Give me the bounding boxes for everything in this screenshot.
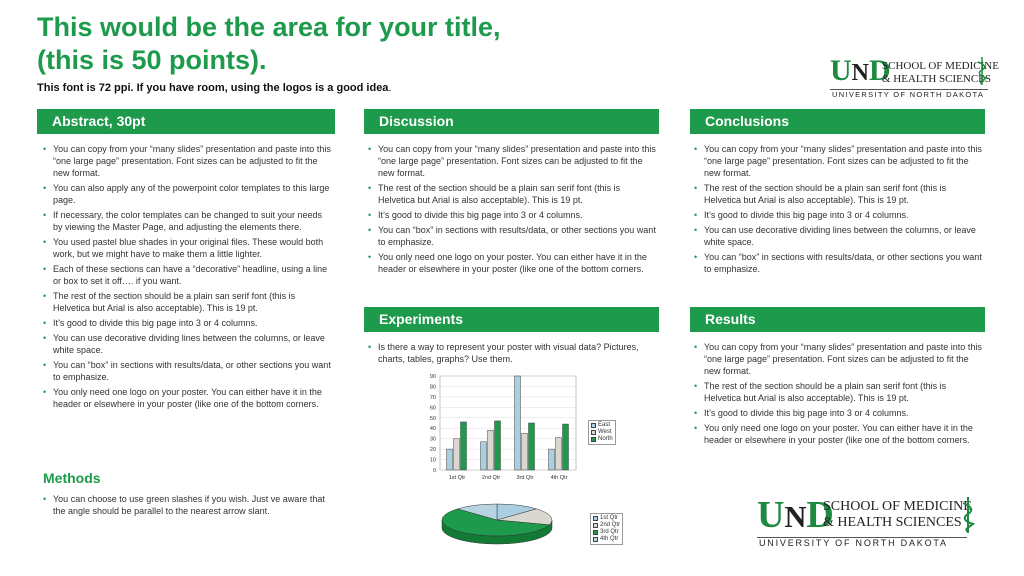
results-bullet: • You can copy from your “many slides” presentation and paste into this “one large page” presentation. Font sizes can be adjusted to fit the new format. (694, 341, 984, 377)
discussion-bullet: • You only need one logo on your poster. You can either have it in the header or elsewhere in your poster (like one of the bottom corners. (368, 251, 658, 275)
experiments-heading: Experiments (364, 307, 659, 332)
results-bullet: • You only need one logo on your poster. You can either have it in the header or elsewhere in your poster (like one of the bottom corners. (694, 422, 984, 446)
legend-item (591, 429, 613, 436)
legend-swatch (593, 537, 598, 542)
legend-swatch (593, 530, 598, 535)
bar-north-4 (563, 424, 569, 470)
y-tick-label: 30 (429, 436, 436, 443)
legend-label: 4th Qtr (600, 536, 619, 542)
university-name: UNIVERSITY OF NORTH DAKOTA (832, 90, 985, 99)
abstract-bullet: • You used pastel blue shades in your original files. These would both work, but we might have to make them a little lighter. (43, 236, 333, 260)
methods-list (43, 493, 333, 520)
results-list (694, 341, 984, 449)
abstract-bullet: • The rest of the section should be a plain san serif font (this is Helvetica but Arial is also acceptable). This is 19 pt. (43, 290, 333, 314)
abstract-bullet: • You can “box” in sections with results/data, or other sections you want to emphasize. (43, 359, 333, 383)
results-bullet: • The rest of the section should be a plain san serif font (this is Helvetica but Arial is also acceptable). This is 19 pt. (694, 380, 984, 404)
methods-bullet: • You can choose to use green slashes if you wish. Just ve aware that the angle should be parallel to the nearest arrow slant. (43, 493, 333, 517)
bar-east-4 (549, 449, 555, 470)
school-name-line-2: & HEALTH SCIENCES (882, 73, 991, 85)
legend-swatch (593, 523, 598, 528)
legend-item (591, 422, 613, 429)
legend-swatch (591, 437, 596, 442)
bar-east-3 (515, 376, 521, 470)
pie-chart (440, 500, 610, 560)
x-tick-label: 4th Qtr (550, 475, 568, 481)
subtitle-period: . (388, 82, 392, 94)
legend-swatch (591, 430, 596, 435)
experiments-bullet: • Is there a way to represent your poster with visual data? Pictures, charts, tables, graphs? Use them. (368, 341, 658, 365)
y-tick-label: 80 (429, 384, 436, 391)
x-tick-label: 2nd Qtr (481, 475, 501, 481)
conclusions-heading: Conclusions (690, 109, 985, 134)
abstract-bullet: • Each of these sections can have a “decorative” headline, using a line or box to set it off…. if you want. (43, 263, 333, 287)
y-tick-label: 40 (429, 426, 436, 433)
bar-north-2 (495, 421, 501, 470)
discussion-bullet: • It’s good to divide this big page into 3 or 4 columns. (368, 209, 658, 221)
bar-north-1 (461, 422, 467, 470)
abstract-bullet: • You can also apply any of the powerpoint color templates to this large page. (43, 182, 333, 206)
discussion-bullet: • You can copy from your “many slides” presentation and paste into this “one large page” presentation. Font sizes can be adjusted to fit the new format. (368, 143, 658, 179)
poster-title (37, 11, 557, 77)
legend-item (593, 536, 620, 543)
legend-item (593, 529, 620, 536)
results-bullet: • It’s good to divide this big page into 3 or 4 columns. (694, 407, 984, 419)
abstract-bullet: • You only need one logo on your poster. You can either have it in the header or elsewhere in your poster (like one of the bottom corners. (43, 386, 333, 410)
university-name-bottom: UNIVERSITY OF NORTH DAKOTA (759, 538, 948, 548)
bar-east-1 (447, 449, 453, 470)
discussion-list (368, 143, 658, 278)
und-logo-top (830, 54, 999, 100)
conclusions-bullet: • It’s good to divide this big page into 3 or 4 columns. (694, 209, 984, 221)
discussion-heading: Discussion (364, 109, 659, 134)
bar-north-3 (529, 423, 535, 470)
methods-heading: Methods (43, 470, 101, 486)
legend-label: East (598, 422, 611, 428)
abstract-bullet: • You can copy from your “many slides” presentation and paste into this “one large page” presentation. Font sizes can be adjusted to fit the new format. (43, 143, 333, 179)
conclusions-bullet: • You can “box” in sections with results/data, or other sections you want to emphasize. (694, 251, 984, 275)
discussion-bullet: • The rest of the section should be a plain san serif font (this is Helvetica but Arial is also acceptable). This is 19 pt. (368, 182, 658, 206)
conclusions-bullet: • You can use decorative dividing lines between the columns, or leave white space. (694, 224, 984, 248)
y-tick-label: 50 (429, 415, 436, 422)
bar-west-1 (454, 439, 460, 470)
abstract-bullet: • You can use decorative dividing lines between the columns, or leave white space. (43, 332, 333, 356)
und-logo-bottom (757, 496, 977, 548)
conclusions-bullet: • The rest of the section should be a plain san serif font (this is Helvetica but Arial is also acceptable). This is 19 pt. (694, 182, 984, 206)
legend-label: West (598, 429, 612, 435)
experiments-list (368, 341, 658, 368)
und-lettermark: UND (830, 54, 891, 87)
poster-subtitle (37, 82, 392, 94)
legend-label: 3rd Qtr (600, 529, 619, 535)
school-name-line-1: SCHOOL OF MEDICINE (882, 60, 999, 72)
bar-west-4 (556, 438, 562, 470)
y-tick-label: 10 (429, 457, 436, 464)
caduceus-icon (976, 56, 988, 86)
und-lettermark-bottom: UND (757, 494, 834, 536)
legend-item (593, 522, 620, 529)
title-line-2: (this is 50 points). (37, 45, 267, 75)
abstract-heading: Abstract, 30pt (37, 109, 335, 134)
x-tick-label: 1st Qtr (448, 475, 466, 481)
abstract-bullet: • If necessary, the color templates can be changed to suit your needs by viewing the Master Page, and adjusting the elements there. (43, 209, 333, 233)
title-line-1: This would be the area for your title, (37, 12, 501, 42)
legend-swatch (591, 423, 596, 428)
pie-chart-legend (590, 513, 623, 545)
y-tick-label: 70 (429, 394, 436, 401)
conclusions-bullet: • You can copy from your “many slides” presentation and paste into this “one large page” presentation. Font sizes can be adjusted to fit the new format. (694, 143, 984, 179)
discussion-bullet: • You can “box” in sections with results/data, or other sections you want to emphasize. (368, 224, 658, 248)
abstract-bullet: • It’s good to divide this big page into 3 or 4 columns. (43, 317, 333, 329)
bar-west-3 (522, 433, 528, 470)
school-name-bottom-line-1: SCHOOL OF MEDICINE (823, 499, 972, 514)
subtitle-text: This font is 72 ppi. If you have room, using the logos is a good idea (37, 82, 389, 94)
y-tick-label: 20 (429, 447, 436, 454)
bar-east-2 (481, 442, 487, 470)
legend-swatch (593, 516, 598, 521)
caduceus-icon (961, 496, 975, 534)
school-name-bottom-line-2: & HEALTH SCIENCES (823, 515, 962, 530)
y-tick-label: 90 (429, 374, 436, 380)
bar-west-2 (488, 430, 494, 470)
results-heading: Results (690, 307, 985, 332)
conclusions-list (694, 143, 984, 278)
x-tick-label: 3rd Qtr (516, 475, 534, 481)
legend-item (593, 515, 620, 522)
abstract-list (43, 143, 333, 413)
legend-label: North (598, 436, 613, 442)
y-tick-label: 60 (429, 405, 436, 412)
legend-label: 2nd Qtr (600, 522, 621, 528)
legend-label: 1st Qtr (600, 515, 619, 521)
legend-item (591, 436, 613, 443)
y-tick-label: 0 (432, 468, 436, 474)
bar-chart-legend (588, 420, 616, 445)
